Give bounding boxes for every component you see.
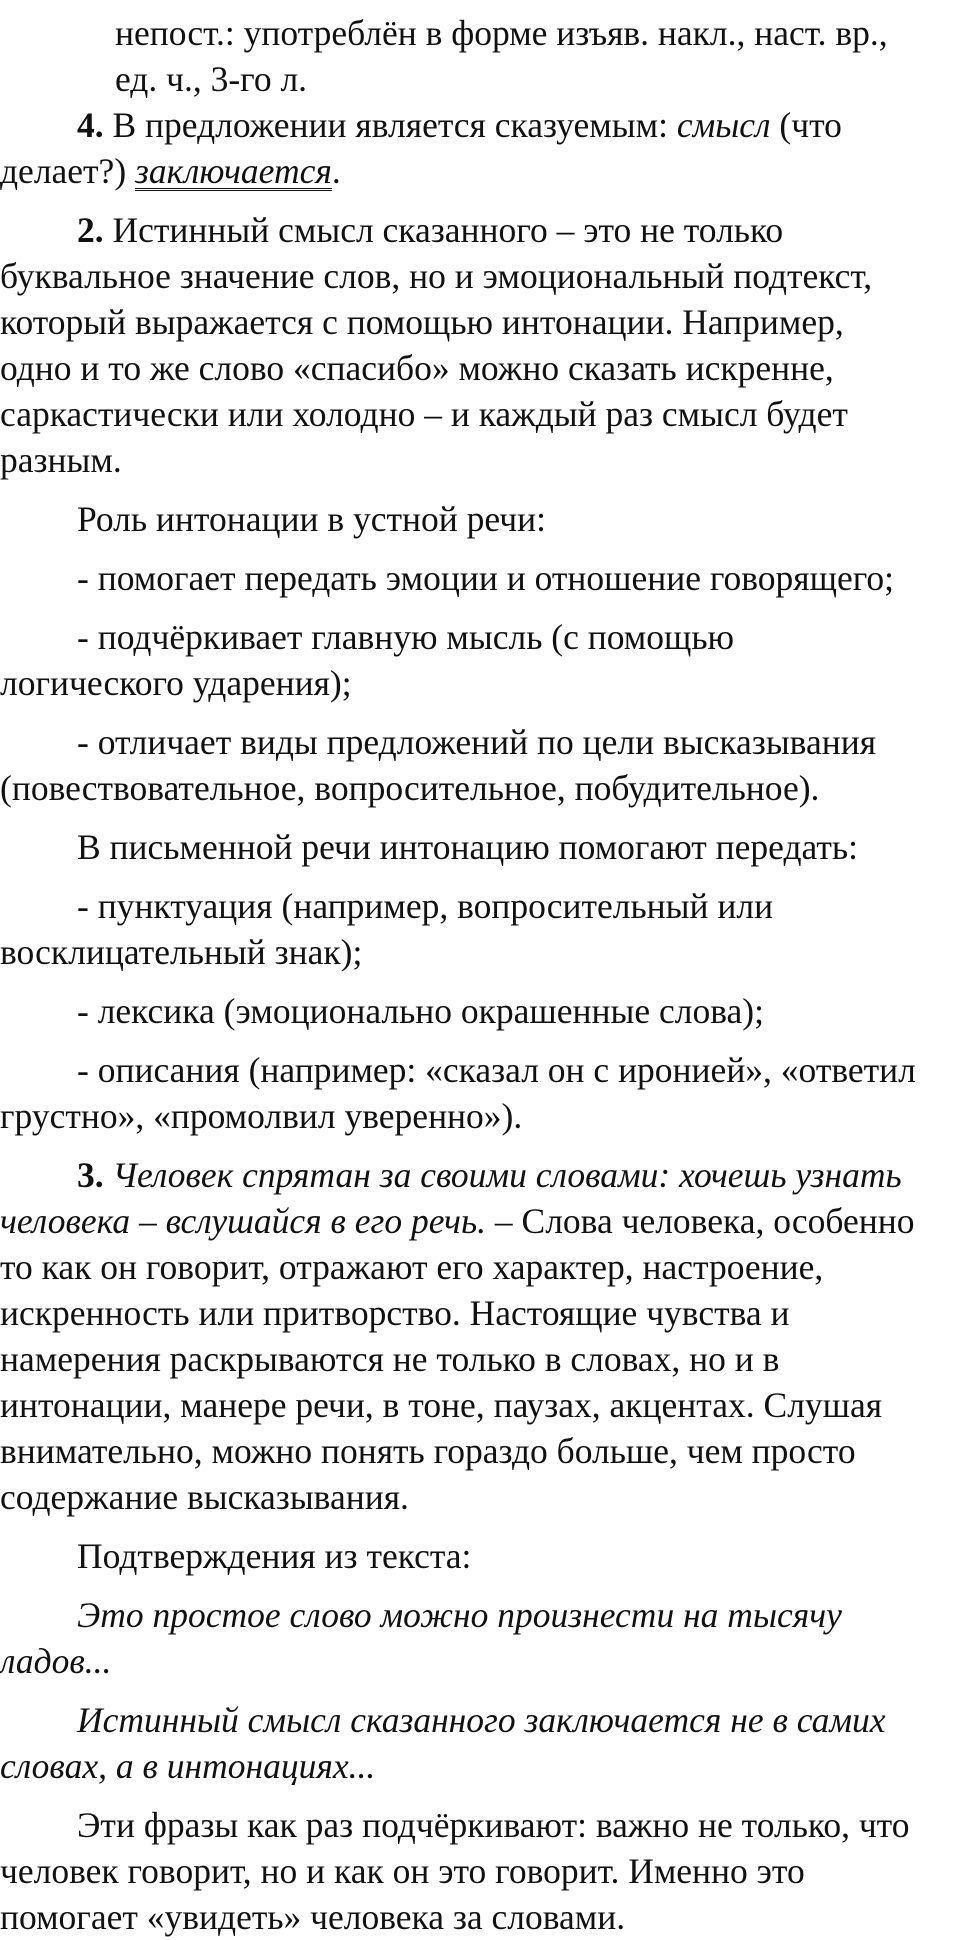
text-line: человек говорит, но и как он это говорит. Именно это xyxy=(0,1851,805,1891)
list-item-continuation: (повествовательное, вопросительное, побудительное). xyxy=(0,768,820,808)
list-item: - лексика (эмоционально окрашенные слова); xyxy=(77,991,764,1031)
text-line: который выражается с помощью интонации. Например, xyxy=(0,302,844,342)
item-number: 3. xyxy=(77,1155,104,1195)
paragraph-2-line-1 xyxy=(77,207,783,253)
text-line: содержание высказывания. xyxy=(0,1477,409,1517)
paragraph-3-line-2 xyxy=(0,1198,914,1244)
paragraph-4-line-1 xyxy=(77,102,842,148)
text-line: разным. xyxy=(0,440,122,480)
list-item: - помогает передать эмоции и отношение говорящего; xyxy=(77,558,895,598)
quote-line: ладов... xyxy=(0,1641,112,1681)
quote-span: Человек спрятан за своими словами: хочешь узнать xyxy=(103,1155,902,1195)
role-heading: Роль интонации в устной речи: xyxy=(77,499,546,539)
item-number: 2. xyxy=(77,210,104,250)
text-line: одно и то же слово «спасибо» можно сказать искренне, xyxy=(0,348,834,388)
text-line: то как он говорит, отражают его характер, настроение, xyxy=(0,1247,824,1287)
text-span: . xyxy=(331,151,341,191)
text-span: В предложении является сказуемым: xyxy=(103,105,677,145)
text-line: внимательно, можно понять гораздо больше, чем просто xyxy=(0,1431,856,1471)
list-item: - описания (например: «сказал он с иронией», «ответил xyxy=(77,1050,916,1090)
text-line: намерения раскрываются не только в словах, но и в xyxy=(0,1339,780,1379)
quote-line: Истинный смысл сказанного заключается не в самих xyxy=(77,1700,886,1740)
list-item: - пунктуация (например, вопросительный или xyxy=(77,886,774,926)
text-span: – Слова человека, особенно xyxy=(486,1201,915,1241)
text-line: помогает «увидеть» человека за словами. xyxy=(0,1897,626,1937)
text-line: Эти фразы как раз подчёркивают: важно не только, что xyxy=(77,1805,910,1845)
paragraph-4-line-2 xyxy=(0,148,341,194)
text-line: интонации, манере речи, в тоне, паузах, акцентах. Слушая xyxy=(0,1385,883,1425)
list-item-continuation: логического ударения); xyxy=(0,663,352,703)
item-number: 4. xyxy=(77,105,104,145)
list-item-continuation: восклицательный знак); xyxy=(0,932,363,972)
subject-word: смысл xyxy=(676,105,771,145)
text-line: саркастически или холодно – и каждый раз смысл будет xyxy=(0,394,848,434)
text-line: искренность или притворство. Настоящие чувства и xyxy=(0,1293,790,1333)
quote-span: человека – вслушайся в его речь. xyxy=(0,1201,487,1241)
list-item: - подчёркивает главную мысль (с помощью xyxy=(77,617,735,657)
predicate-word: заключается xyxy=(135,151,332,191)
written-heading: В письменной речи интонацию помогают передать: xyxy=(77,827,858,867)
quote-line: Это простое слово можно произнести на тысячу xyxy=(77,1595,842,1635)
text-span: Истинный смысл сказанного – это не только xyxy=(103,210,784,250)
text-line: непост.: употреблён в форме изъяв. накл., наст. вр., xyxy=(115,13,888,53)
confirm-heading: Подтверждения из текста: xyxy=(77,1536,472,1576)
list-item-continuation: грустно», «промолвил уверенно»). xyxy=(0,1096,523,1136)
quote-line: словах, а в интонациях... xyxy=(0,1746,376,1786)
paragraph-3-line-1 xyxy=(77,1152,902,1198)
text-line: буквальное значение слов, но и эмоциональный подтекст, xyxy=(0,256,873,296)
text-line: ед. ч., 3-го л. xyxy=(115,59,308,99)
text-span: делает?) xyxy=(0,151,136,191)
text-span: (что xyxy=(770,105,842,145)
list-item: - отличает виды предложений по цели высказывания xyxy=(77,722,877,762)
